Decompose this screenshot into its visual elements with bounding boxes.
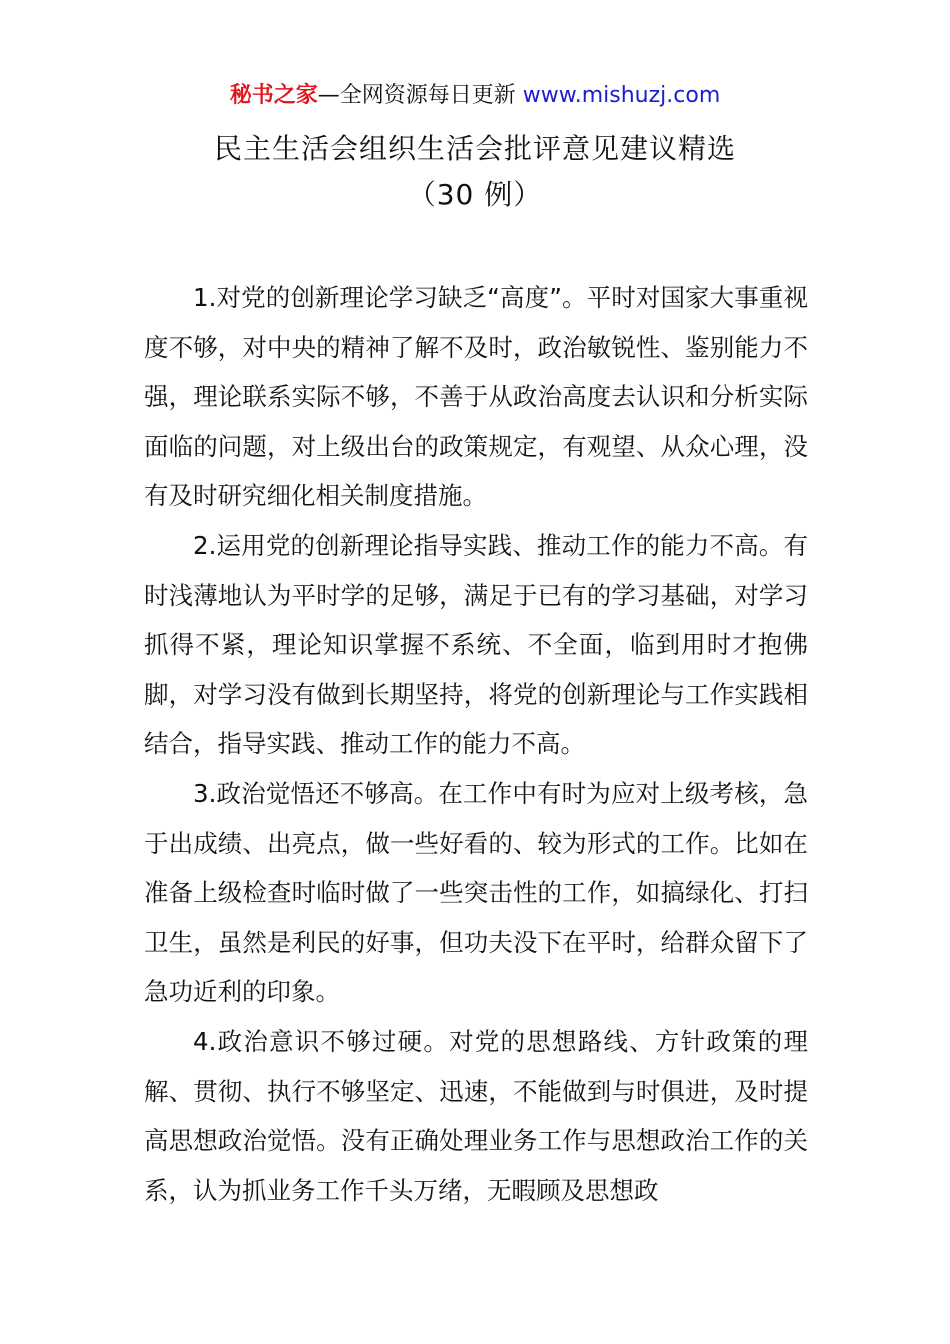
document-title [0, 126, 950, 218]
paragraph-1: 1.对党的创新理论学习缺乏“高度”。平时对国家大事重视度不够，对中央的精神了解不及时，政治敏锐性、鉴别能力不强，理论联系实际不够，不善于从政治高度去认识和分析实际面临的问题，对上级出台的政策规定，有观望、从众心理，没有及时研究细化相关制度措施。 [144, 283, 808, 511]
paragraph-4: 4.政治意识不够过硬。对党的思想路线、方针政策的理解、贯彻、执行不够坚定、迅速，不能做到与时俱进，及时提高思想政治觉悟。没有正确处理业务工作与思想政治工作的关系，认为抓业务工作千头万绪，无暇顾及思想政 [144, 1026, 808, 1205]
document-title-line-2: （30 例） [407, 178, 543, 211]
paragraph-2: 2.运用党的创新理论指导实践、推动工作的能力不高。有时浅薄地认为平时学的足够，满足于已有的学习基础，对学习抓得不紧，理论知识掌握不系统、不全面，临到用时才抱佛脚，对学习没有做到长期坚持，将党的创新理论与工作实践相结合，指导实践、推动工作的能力不高。 [144, 530, 808, 759]
site-url-link[interactable]: www.mishuzj.com [522, 83, 721, 108]
site-tagline: —全网资源每日更新 [317, 83, 523, 108]
document-body [144, 273, 808, 1215]
site-name: 秘书之家 [229, 83, 318, 108]
site-header [0, 80, 950, 112]
paragraph-3: 3.政治觉悟还不够高。在工作中有时为应对上级考核，急于出成绩、出亮点，做一些好看的、较为形式的工作。比如在准备上级检查时临时做了一些突击性的工作，如搞绿化、打扫卫生，虽然是利民的好事，但功夫没下在平时，给群众留下了急功近利的印象。 [144, 778, 808, 1007]
document-title-line-1: 民主生活会组织生活会批评意见建议精选 [213, 132, 736, 165]
